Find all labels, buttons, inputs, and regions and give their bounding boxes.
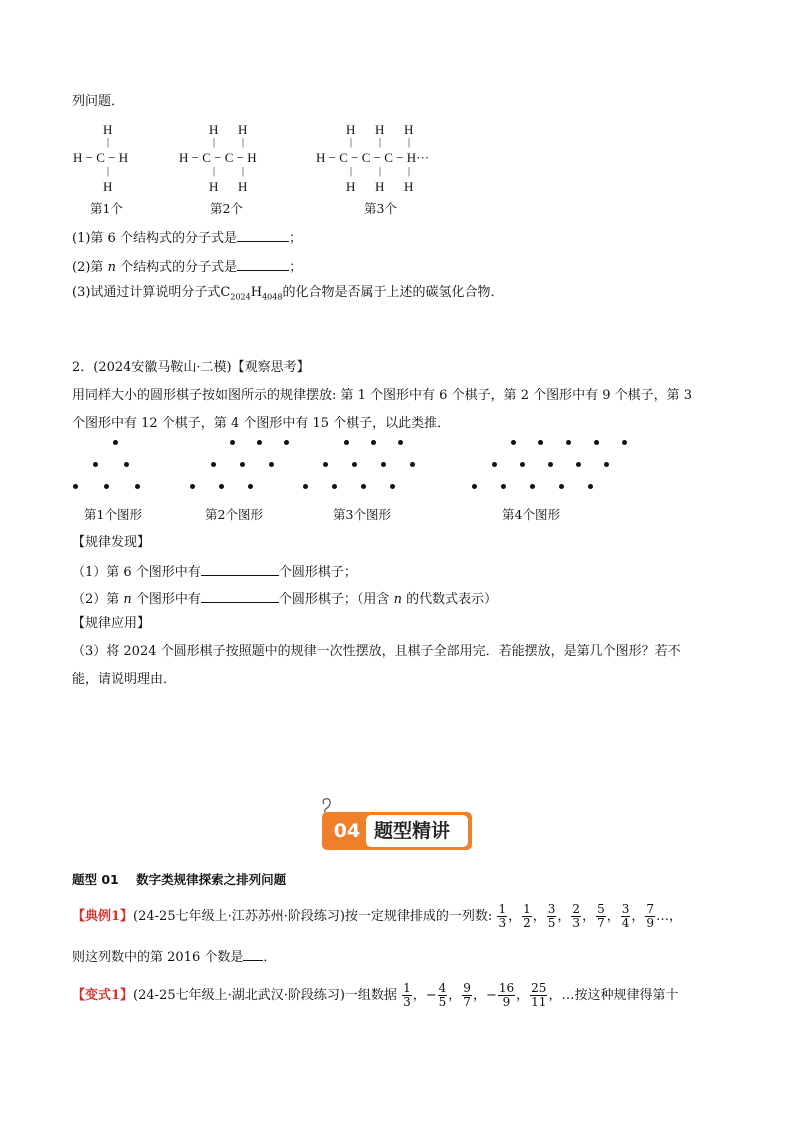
- fraction: $\frac{2}{3}$: [572, 902, 581, 930]
- fraction-sequence: $\frac{1}{3}$ ，− $\frac{4}{5}$ ， $\frac{9}{7}$ ，− $\frac{16}{9}$ ， $\frac{25}{11}$: [403, 981, 547, 1009]
- q2-part1: （1）第 6 个图形中有 个圆形棋子；: [72, 561, 357, 582]
- chess-piece: [135, 484, 140, 489]
- variant-tag: 【变式1】: [72, 988, 134, 1003]
- q2-part3-line2: 能，请说明理由．: [72, 672, 177, 687]
- figure-caption: 第3个图形: [333, 507, 391, 522]
- figure-caption: 第2个图形: [205, 507, 263, 522]
- chess-piece: [190, 484, 195, 489]
- chess-piece: [230, 440, 235, 445]
- banner-title: 题型精讲: [374, 820, 451, 842]
- bond: |: [107, 166, 110, 177]
- answer-blank[interactable]: [237, 227, 289, 242]
- q1-part3: (3)试通过计算说明分子式$C_{2024}H_{4048}$的化合物是否属于上述的碳氢化合物．: [72, 285, 504, 302]
- chess-piece: [472, 484, 477, 489]
- chess-piece: [390, 484, 395, 489]
- figure-caption: 第4个图形: [502, 507, 560, 522]
- bond: |: [213, 137, 216, 148]
- atom-h: H: [346, 122, 356, 137]
- chess-piece: [520, 462, 525, 467]
- q2-header: 2．(2024安徽马鞍山·二模)【观察思考】: [72, 360, 310, 375]
- chess-piece: [566, 440, 571, 445]
- figure-caption: 第1个图形: [84, 507, 142, 522]
- chess-piece: [257, 440, 262, 445]
- fraction: $\frac{1}{3}$: [403, 981, 411, 1009]
- chess-piece: [284, 440, 289, 445]
- q1-part1: (1)第 6 个结构式的分子式是 ；: [72, 227, 302, 248]
- chess-piece: [559, 484, 564, 489]
- chess-piece: [538, 440, 543, 445]
- chess-piece: [352, 462, 357, 467]
- example-tag: 【典例1】: [72, 909, 134, 924]
- answer-blank[interactable]: [201, 588, 279, 603]
- atom-h: H: [238, 122, 248, 137]
- chess-piece: [332, 484, 337, 489]
- atom-h: H: [375, 122, 385, 137]
- bond: |: [350, 137, 353, 148]
- fraction: $\frac{1}{2}$: [523, 902, 531, 930]
- structure-caption: 第2个: [210, 201, 243, 216]
- example-1-line2: 则这列数中的第 2016 个数是 ．: [72, 946, 276, 967]
- bond: |: [242, 137, 245, 148]
- example-1: 【典例1】(24-25七年级上·江苏苏州·阶段练习)按一定规律排成的一列数: $\frac{1}{3}$ ， $\frac{1}{2}$ ， $\frac{3}{5}$ ， $\frac{2}{3}$ ， $\frac{5}{7}$ ， $\frac{3}{4}$ ， $\frac{7}{9}$ …，: [72, 902, 683, 930]
- chess-piece: [492, 462, 497, 467]
- answer-blank[interactable]: [237, 256, 289, 271]
- atom-h: H: [238, 179, 248, 194]
- bond: |: [408, 137, 411, 148]
- fraction: $\frac{3}{4}$: [621, 902, 630, 930]
- atom-h: H: [404, 179, 414, 194]
- chess-piece: [576, 462, 581, 467]
- structure-caption: 第3个: [364, 201, 397, 216]
- q2-part3-line1: （3）将 2024 个圆形棋子按照题中的规律一次性摆放，且棋子全部用完．若能摆放，是第几个图形？若不: [72, 644, 681, 659]
- chess-piece: [344, 440, 349, 445]
- chess-piece: [248, 484, 253, 489]
- chess-piece: [93, 462, 98, 467]
- bond: |: [379, 166, 382, 177]
- fraction: $\frac{3}{5}$: [547, 902, 556, 930]
- fraction: $\frac{4}{5}$: [438, 981, 447, 1009]
- fraction: $\frac{7}{9}$: [646, 902, 655, 930]
- fraction-sequence: $\frac{1}{3}$ ， $\frac{1}{2}$ ， $\frac{3}{5}$ ， $\frac{2}{3}$ ， $\frac{5}{7}$ ， $\frac{3}{4}$ ， $\frac{7}{9}$: [498, 902, 655, 930]
- atom-h: H: [103, 179, 113, 194]
- chess-piece: [398, 440, 403, 445]
- answer-blank[interactable]: [243, 946, 263, 961]
- atom-h: H: [103, 122, 113, 137]
- atom-h: H: [209, 122, 219, 137]
- atom-h: H: [209, 179, 219, 194]
- chess-piece: [604, 462, 609, 467]
- chess-piece: [501, 484, 506, 489]
- atom-h: H: [375, 179, 385, 194]
- fraction: $\frac{25}{11}$: [531, 981, 547, 1009]
- chain-row: H − C − C − C − H···: [316, 150, 430, 165]
- q1-part2: (2)第 n 个结构式的分子式是 ；: [72, 256, 302, 277]
- atom-h: H: [404, 122, 414, 137]
- discover-title: 【规律发现】: [72, 535, 151, 550]
- apply-title: 【规律应用】: [72, 616, 151, 631]
- bond: |: [213, 166, 216, 177]
- bond: |: [350, 166, 353, 177]
- chess-piece: [381, 462, 386, 467]
- chess-piece: [303, 484, 308, 489]
- q2-text-line2: 个图形中有 12 个棋子，第 4 个图形中有 15 个棋子，以此类推．: [72, 416, 451, 431]
- bond: |: [379, 137, 382, 148]
- chess-piece: [113, 440, 118, 445]
- molecular-formula: $C_{2024}H_{4048}$: [220, 285, 283, 302]
- fraction: $\frac{1}{3}$: [498, 902, 507, 930]
- variant-1: 【变式1】(24-25七年级上·湖北武汉·阶段练习)一组数据 $\frac{1}{3}$ ，− $\frac{4}{5}$ ， $\frac{9}{7}$ ，− $\frac{16}{9}$ ， $\frac{25}{11}$ ，…按这种规律得第十: [72, 981, 679, 1009]
- bond: |: [107, 137, 110, 148]
- chess-piece: [588, 484, 593, 489]
- bond: |: [242, 166, 245, 177]
- intro-text: 列问题．: [72, 94, 125, 109]
- chess-piece: [410, 462, 415, 467]
- chess-piece: [104, 484, 109, 489]
- chess-piece: [548, 462, 553, 467]
- chess-piece: [511, 440, 516, 445]
- chain-row: H − C − H: [73, 150, 129, 165]
- chess-piece: [323, 462, 328, 467]
- section-banner: [318, 796, 478, 860]
- paperclip-icon: [323, 799, 330, 814]
- chess-piece: [240, 462, 245, 467]
- chess-piece: [124, 462, 129, 467]
- chess-piece: [73, 484, 78, 489]
- answer-blank[interactable]: [201, 561, 279, 576]
- chess-piece: [361, 484, 366, 489]
- chess-piece: [211, 462, 216, 467]
- atom-h: H: [346, 179, 356, 194]
- chess-piece: [269, 462, 274, 467]
- fraction: $\frac{5}{7}$: [597, 902, 605, 930]
- chess-piece: [594, 440, 599, 445]
- type-heading: 题型 01 数字类规律探索之排列问题: [72, 872, 287, 887]
- chess-piece: [219, 484, 224, 489]
- fraction: $\frac{16}{9}$: [498, 981, 515, 1009]
- chess-piece: [622, 440, 627, 445]
- chess-piece: [530, 484, 535, 489]
- bond: |: [408, 166, 411, 177]
- fraction: $\frac{9}{7}$: [463, 981, 471, 1009]
- q2-part2: （2）第 n 个图形中有 个圆形棋子；（用含 n 的代数式表示）: [72, 588, 497, 609]
- structure-caption: 第1个: [90, 201, 123, 216]
- chess-piece: [371, 440, 376, 445]
- chain-row: H − C − C − H: [179, 150, 257, 165]
- banner-number: 04: [333, 820, 361, 842]
- q2-text-line1: 用同样大小的圆形棋子按如图所示的规律摆放: 第 1 个图形中有 6 个棋子，第 2 个图形中有 9 个棋子，第 3: [72, 388, 693, 403]
